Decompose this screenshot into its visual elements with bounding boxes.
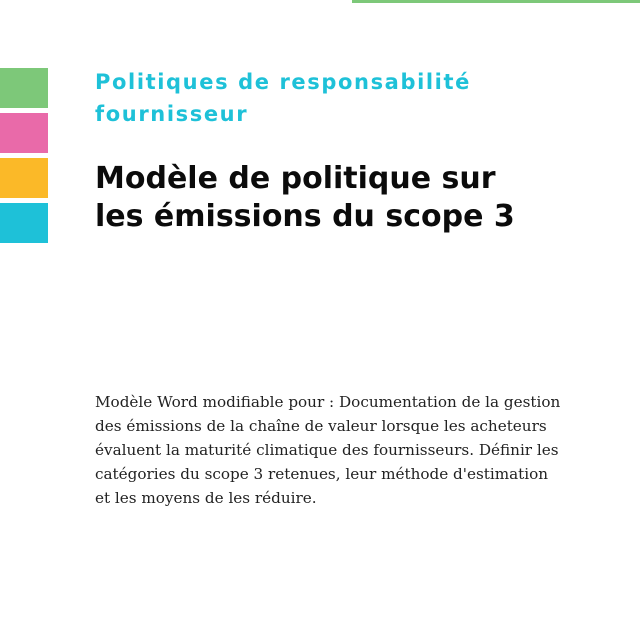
title-line-2: les émissions du scope 3 [95, 199, 515, 234]
description-paragraph: Modèle Word modifiable pour : Documentation de la gestion des émissions de la chaîne de valeur lorsque les acheteurs évaluent la maturité climatique des fournisseurs. Définir les catégories du scope 3 retenues, leur méthode d'estimation et les moyens de les réduire. [95, 393, 561, 507]
stripe-cyan [0, 203, 48, 243]
category-heading [95, 66, 595, 130]
title-line-1: Modèle de politique sur [95, 161, 496, 196]
stripe-pink [0, 113, 48, 153]
category-line-2: fournisseur [95, 102, 249, 126]
color-stripes [0, 68, 48, 248]
stripe-green [0, 68, 48, 108]
stripe-orange [0, 158, 48, 198]
top-accent-line [352, 0, 640, 3]
document-title [95, 160, 615, 236]
category-line-1: Politiques de responsabilité [95, 70, 471, 94]
